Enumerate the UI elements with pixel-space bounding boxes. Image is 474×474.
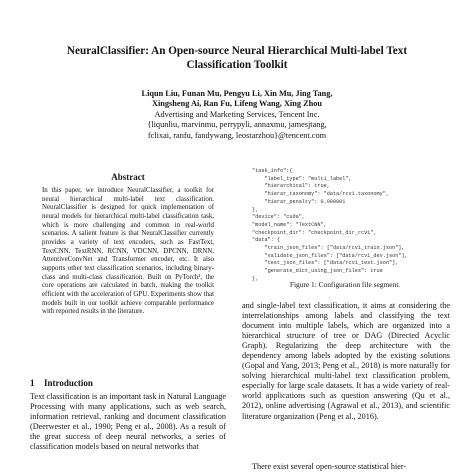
code-line: "test_json_files": ["data/rcv1_test.json"], [252, 260, 399, 267]
code-line: "device": "cuda", [252, 214, 305, 221]
code-line: "generate_dict_using_json_files": true [252, 268, 383, 275]
code-line: }, [252, 206, 259, 213]
config-code-block [252, 168, 440, 284]
code-line: "hierar_penalty": 0.000001 [252, 198, 346, 205]
code-line: "label_type": "multi_label", [252, 175, 352, 182]
affiliation: Advertising and Marketing Services, Tencent Inc. [154, 109, 320, 119]
introduction-heading [30, 378, 93, 388]
code-line: "validate_json_files": ["data/rcv1_dev.json"], [252, 252, 408, 259]
emails-line-2: fclixai, ranfu, fandywang, leostarzhou}@tencent.com [147, 130, 327, 140]
code-line: "hierar_taxonomy": "data/rcv1.taxonomy", [252, 191, 389, 198]
code-line: "data": { [252, 237, 281, 244]
introduction-text: Text classification is an important task in Natural Language Processing with many applications, such as web search, information retrieval, ranking and document classification (Deerwester et al., 1990; Peng et al., 2008). As a result of the great success of deep neural networks, a series of classification models based on neural networks that [30, 392, 226, 452]
author-names-line-2: Xingsheng Ai, Ran Fu, Lifeng Wang, Xing Zhou [152, 99, 322, 109]
right-column-tail: There exist several open-source statistical hier- [252, 462, 407, 471]
code-line: "checkpoint_dir": "checkpoint_dir_rcv1", [252, 229, 377, 236]
code-line: "model_name": "TextCNN", [252, 221, 327, 228]
code-line: "hierarchical": true, [252, 183, 330, 190]
abstract-heading: Abstract [111, 172, 145, 182]
author-block [20, 89, 454, 141]
title-line-2: Classification Toolkit [186, 59, 288, 71]
title-line-1: NeuralClassifier: An Open-source Neural Hierarchical Multi-label Text [66, 45, 408, 57]
author-names-line-1: Liqun Liu, Funan Mu, Pengyu Li, Xin Mu, Jing Tang, [141, 89, 333, 98]
paper-title [20, 44, 454, 72]
code-line: }, [252, 275, 259, 282]
code-line: "train_json_files": ["data/rcv1_train.json"], [252, 245, 405, 252]
emails-line-1: {liqunliu, marvinmu, perrypyli, annaxmu, jamesjtang, [147, 120, 327, 130]
code-line: "task_info":{ [252, 168, 293, 174]
figure-caption: Figure 1: Configuration file segment. [289, 280, 401, 289]
section-number: 1 [30, 378, 35, 388]
right-column-text: and single-label text classification, it aims at considering the interrelationships among labels and classifying the text document into multiple labels, which are organized into a hierarchical structure of tree or DAG (Directed Acyclic Graph). Regularizing the deep architecture with the dependency among labels adopted by the existing solutions (Gopal and Yang, 2013; Peng et al., 2018) is more naturally for solving hierarchical multi-label text classification problem, especially for large scale datasets. It has a wide variety of real-world applications such as question answering (Qu et al., 2012), online advertising (Agrawal et al., 2013), and scientific literature organization (Peng et al., 2016). [242, 301, 450, 421]
section-title: Introduction [44, 378, 93, 388]
abstract-text: In this paper, we introduce NeuralClassifier, a toolkit for neural hierarchical multi-label text classification. NeuralClassifier is designed for quick implementation of neural models for hierarchical multi-label classification task, which is more challenging and common in real-world scenarios. A salient feature is that NeuralClassifier currently provides a variety of text encoders, such as FastText, TextCNN, TextRNN, RCNN, VDCNN, DPCNN, DRNN, AttentiveConvNet and Transformer encoder, etc. It also supports other text classification scenarios, including binary-class and multi-class classification. Built on PyTorch¹, the core operations are calculated in batch, making the toolkit efficient with the acceleration of GPU. Experiments show that models built in our toolkit achieve comparable performance with reported results in the literature. [42, 187, 214, 316]
